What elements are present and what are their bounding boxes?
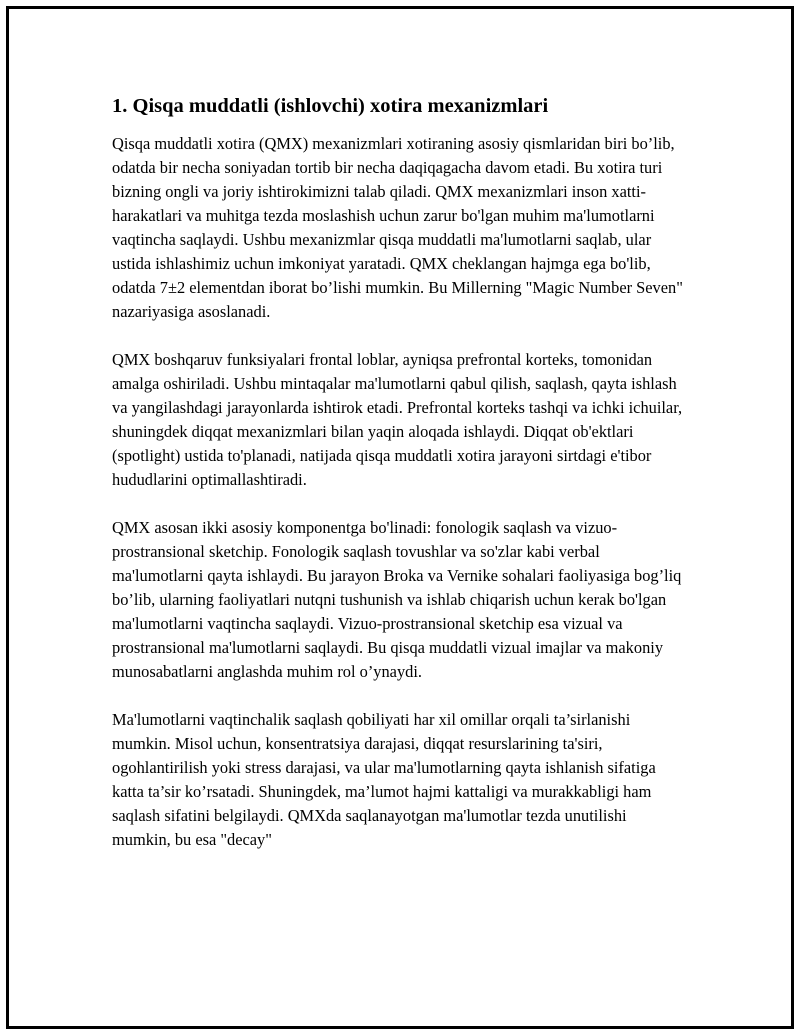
paragraph-2: QMX boshqaruv funksiyalari frontal loblar, ayniqsa prefrontal korteks, tomonidan amalga oshiriladi. Ushbu mintaqalar ma'lumotlarni qabul qilish, saqlash, qayta ishlash va yangilashdagi jarayonlarda ishtirok etadi. Prefrontal korteks tashqi va ichki ichuilar, shuningdek diqqat mexanizmlari bilan yaqin aloqada ishlaydi. Diqqat ob'ektlari (spotlight) ustida to'planadi, natijada qisqa muddatli xotira jarayoni sirtdagi e'tibor hududlarini optimallashtiradi.	[112, 350, 683, 489]
paragraph-1: Qisqa muddatli xotira (QMX) mexanizmlari xotiraning asosiy qismlaridan biri bo’lib, odatda bir necha soniyadan tortib bir necha daqiqagacha davom etadi. Bu xotira turi bizning ongli va joriy ishtirokimizni talab qiladi. QMX mexanizmlari inson xatti-harakatlari va muhitga tezda moslashish uchun zarur bo'lgan muhim ma'lumotlarni vaqtincha saqlaydi. Ushbu mexanizmlar qisqa muddatli ma'lumotlarni saqlab, ular ustida ishlashimiz uchun imkoniyat yaratadi. QMX cheklangan hajmga ega bo'lib, odatda 7±2 elementdan iborat bo’lishi mumkin. Bu Millerning "Magic Number Seven" nazariyasiga asoslanadi.	[112, 134, 683, 321]
document-body	[112, 92, 687, 876]
paragraph-3: QMX asosan ikki asosiy komponentga bo'linadi: fonologik saqlash va vizuo-prostransional sketchip. Fonologik saqlash tovushlar va so'zlar kabi verbal ma'lumotlarni qayta ishlaydi. Bu jarayon Broka va Vernike sohalari faoliyasiga bog’liq bo’lib, ularning faoliyatlari nutqni tushunish va ishlab chiqarish uchun kerak bo'lgan ma'lumotlarni vaqtincha saqlaydi. Vizuo-prostransional sketchip esa vizual va prostransional ma'lumotlarni saqlaydi. Bu qisqa muddatli vizual imajlar va makoniy munosabatlarni anglashda muhim rol o’ynaydi.	[112, 518, 682, 681]
section-heading: 1. Qisqa muddatli (ishlovchi) xotira mexanizmlari	[112, 95, 549, 117]
paragraph-4: Ma'lumotlarni vaqtinchalik saqlash qobiliyati har xil omillar orqali ta’sirlanishi mumkin. Misol uchun, konsentratsiya darajasi, diqqat resurslarining ta'siri, ogohlantirilish yoki stress darajasi, va ular ma'lumotlarning qayta ishlanish sifatiga katta ta’sir ko’rsatadi. Shuningdek, ma’lumot hajmi kattaligi va murakkabligi ham saqlash sifatini belgilaydi. QMXda saqlanayotgan ma'lumotlar tezda unutilishi mumkin, bu esa "decay"	[112, 710, 656, 849]
